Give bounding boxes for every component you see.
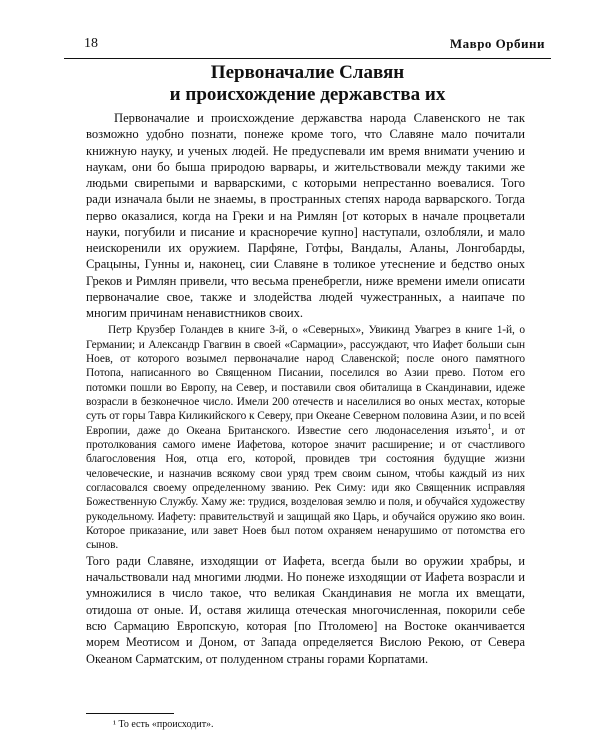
paragraph-2-part-1: Петр Крузбер Голандев в книге 3-й, о «Северных», Увикинд Увагрез в книге 1-й, о Германии; и Александр Гвагвин в своей «Сармации», рассуждают, что Иафет больши сын Ноев, от которого возымел первоначалие народ Славенской; после оного памятного Потопа, написанного во Священном Писании, поселился во Азии прево. Потом его потомки пошли во Европу, на Север, и поставили своя обиталища в Скандинавии, идеже возрасли в безконечное число. Имели 200 отечеств и населилися во оных местах, которые суть от горы Тавра Киликийского к Северу, при Океане Северном половина Азии, и по всей Европии, даже до Океана Британского. Известие сего людонаселения изъято [86,324,525,437]
paragraph-2-part-2: , и от протолкования самого имене Иафетова, которое значит расширение; и от счастливого благословения Ноя, отца его, которой, провидев три состояния будущие жизни человеческие, и назначив всякому свои уряд трем своим сыном, чтобы каждый из них согласовался своему определенному званию. Рек Симу: иди яко Священник исправляя Божественную Службу. Хаму же: трудися, возделовая землю и поля, и обучайся художеству рукодельному. Иафету: правительствуй и защищай яко Царь, и обучайся оружию яко воин. Которое приказание, или завет Ноев был потом охраняем ненарушимо от потомства его сынов. [86,424,526,552]
page-header [64,16,551,59]
paragraph-2-tail: Того ради Славяне, изходящии от Иафета, всегда были во оружии храбры, и начальствовали над многими людми. Но понеже изходящии от Иафета возрасли и умножилися в число такое, что великая Скандинавия не могла их вмещати, отидоша от оные. И, оставя жилища отеческая многочисленная, покорили себе всю Сармацию Европскую, которая [по Птоломею] на Востоке оканчивается морем Меотисом и Доном, от Запада определяется Вислою Рекою, от Севера Океаном Сарматским, от полуденном страны горами Корпатами. [86,553,525,666]
paragraph-1: Первоначалие и происхождение державства народа Славенского не так возможно удобно познати, понеже кроме того, что Славяне мало почитали книжную науку, и ученых людей. Не предуспевали им время внимати учению и наукам, они бо быша природою варвары, и жительствовали между такими же людьми свирепыми и варварскими, с которыми непрестанно воевалися. Того ради изначала были не знаемы, в пространных степях народа варварского. Тогда перво оказалися, когда на Греки и на Римлян [от которых в начале процветали науки, погубили и писание и красноречие купно] наступали, озлобляли, и мало неискоренили их оружием. Парфяне, Готфы, Вандалы, Аланы, Лонгобарды, Срацыны, Гунны и, наконец, сии Славяне в толикое утеснение и бедство оных Греков и Римлян привели, что весьма пренебрегли, ниже времени имели описати первоначалие свое, также и злодейства людей чужестранных, а наипаче по многим причинам ненавистников своих. [86,111,525,320]
chapter-title-line-2: и происхождение державства их [169,84,446,105]
paragraph-2 [86,323,525,553]
footnote: ¹ То есть «происходит». [113,719,214,730]
chapter-title [64,62,551,106]
footnote-marker: 1 [487,421,492,431]
chapter-title-line-1: Первоначалие Славян [210,62,405,83]
running-title: Мавро Орбини [449,36,545,51]
footnote-divider [86,713,174,714]
body-text [86,110,525,667]
page-number: 18 [84,36,98,51]
